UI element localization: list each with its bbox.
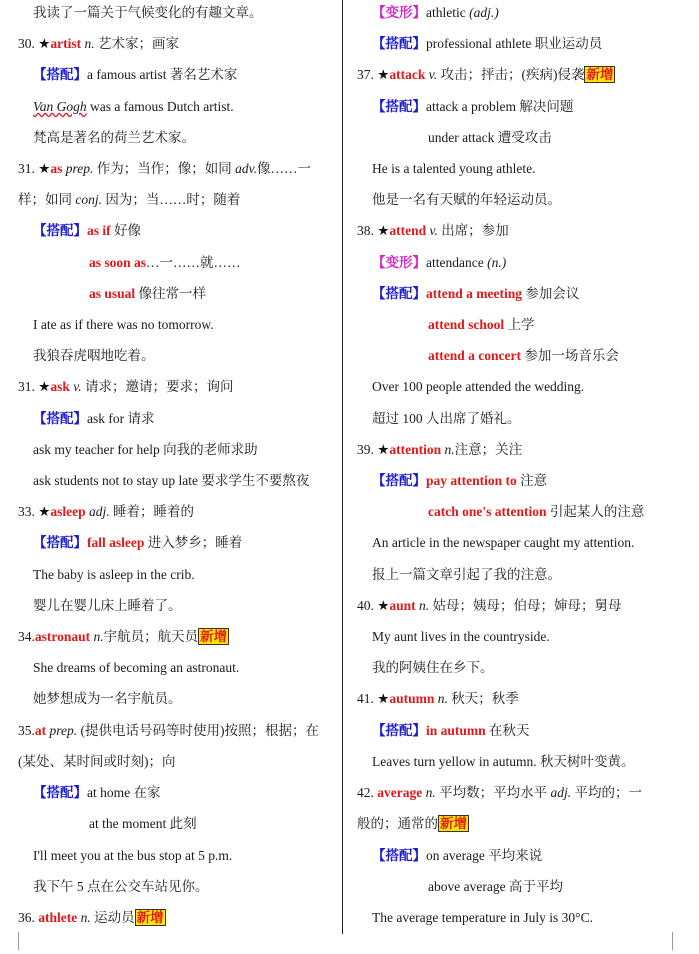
entry-42-example-en: The average temperature in July is 30°C. [372, 910, 593, 925]
entry-38-attend: 38. ★attend v. 出席；参加 [357, 223, 509, 238]
entry-33-example-en: The baby is asleep in the crib. [33, 567, 195, 582]
star-icon: ★ [38, 379, 51, 394]
entry-41-example: Leaves turn yellow in autumn. 秋天树叶变黄。 [372, 754, 635, 769]
entry-31-ask-collocation: 【搭配】ask for 请求 [33, 411, 155, 426]
entry-40-example-en: My aunt lives in the countryside. [372, 629, 550, 644]
star-icon: ★ [38, 36, 51, 51]
entry-42-average: 42. average n. 平均数；平均水平 adj. 平均的；一 [357, 785, 642, 800]
new-badge: 新增 [586, 67, 614, 82]
entry-30-example-cn: 梵高是著名的荷兰艺术家。 [33, 130, 195, 145]
entry-33-asleep: 33. ★asleep adj. 睡着；睡着的 [18, 504, 194, 519]
intro-example-cn: 我读了一篇关于气候变化的有趣文章。 [33, 5, 263, 20]
column-divider [342, 0, 343, 934]
entry-34-example-cn: 她梦想成为一名宇航员。 [33, 691, 182, 706]
headword: as [50, 161, 63, 176]
headword: at [34, 723, 47, 738]
entry-39-example-cn: 报上一篇文章引起了我的注意。 [372, 567, 561, 582]
entry-37-collocation-2: under attack 遭受攻击 [428, 130, 552, 145]
entry-34-astronaut: 34.astronaut n.宇航员；航天员 新增 [18, 629, 228, 644]
headword: aunt [389, 598, 416, 613]
entry-37-example-en: He is a talented young athlete. [372, 161, 536, 176]
entry-39-collocation-2: catch one's attention 引起某人的注意 [428, 504, 645, 519]
entry-31-ask-example-1: ask my teacher for help 向我的老师求助 [33, 442, 258, 457]
entry-31-collocation-2: as soon as…一……就…… [89, 255, 241, 270]
entry-30-example-en: Van Gogh was a famous Dutch artist. [33, 99, 234, 114]
headword: artist [50, 36, 82, 51]
entry-35-collocation-1: 【搭配】at home 在家 [33, 785, 161, 800]
entry-39-example-en: An article in the newspaper caught my attention. [372, 535, 635, 550]
entry-38-example-en: Over 100 people attended the wedding. [372, 379, 585, 394]
headword: asleep [50, 504, 86, 519]
entry-31-collocation-1: 【搭配】as if 好像 [33, 223, 141, 238]
entry-33-collocation: 【搭配】fall asleep 进入梦乡；睡着 [33, 535, 243, 550]
headword: attack [389, 67, 426, 82]
entry-31-ask: 31. ★ask v. 请求；邀请；要求；询问 [18, 379, 234, 394]
star-icon: ★ [38, 504, 51, 519]
left-column [0, 0, 342, 954]
entry-31-example-en: I ate as if there was no tomorrow. [33, 317, 214, 332]
headword: attend [389, 223, 427, 238]
entry-39-attention: 39. ★attention n.注意；关注 [357, 442, 523, 457]
entry-41-autumn: 41. ★autumn n. 秋天；秋季 [357, 691, 519, 706]
entry-31-as: 31. ★as prep. 作为；当作；像；如同 adv.像……一 [18, 161, 311, 176]
new-badge: 新增 [200, 629, 228, 644]
entry-42-collocation-1: 【搭配】on average 平均来说 [372, 848, 543, 863]
entry-31-example-cn: 我狼吞虎咽地吃着。 [33, 348, 155, 363]
new-badge: 新增 [440, 816, 467, 831]
entry-36-athlete: 36. athlete n. 运动员 新增 [18, 910, 164, 925]
entry-35-example-cn: 我下午 5 点在公交车站见你。 [33, 879, 209, 894]
entry-36-collocation: 【搭配】professional athlete 职业运动员 [372, 36, 603, 51]
entry-35-at-cont: (某处、某时间或时刻)；向 [18, 754, 176, 769]
entry-40-aunt: 40. ★aunt n. 姑母；姨母；伯母；婶母；舅母 [357, 598, 622, 613]
entry-39-collocation-1: 【搭配】pay attention to 注意 [372, 473, 548, 488]
headword: astronaut [34, 629, 91, 644]
entry-37-attack: 37. ★attack v. 攻击；抨击；(疾病)侵袭 新增 [357, 67, 614, 82]
entry-34-example-en: She dreams of becoming an astronaut. [33, 660, 240, 675]
star-icon: ★ [377, 598, 390, 613]
entry-30-artist: 30. ★artist n. 艺术家；画家 [18, 36, 179, 51]
entry-38-collocation-3: attend a concert 参加一场音乐会 [428, 348, 619, 363]
headword: ask [50, 379, 70, 394]
right-column [345, 0, 699, 954]
headword: average [377, 785, 423, 800]
entry-38-variant: 【变形】attendance (n.) [372, 255, 507, 270]
star-icon: ★ [377, 223, 390, 238]
entry-33-example-cn: 婴儿在婴儿床上睡着了。 [33, 598, 182, 613]
entry-38-collocation-1: 【搭配】attend a meeting 参加会议 [372, 286, 580, 301]
entry-38-example-cn: 超过 100 人出席了婚礼。 [372, 411, 521, 426]
star-icon: ★ [377, 67, 390, 82]
entry-31-ask-example-2: ask students not to stay up late 要求学生不要熬夜 [33, 473, 310, 488]
entry-35-at: 35.at prep. (提供电话号码等时使用)按照；根据；在 [18, 723, 319, 738]
entry-41-collocation: 【搭配】in autumn 在秋天 [372, 723, 530, 738]
entry-40-example-cn: 我的阿姨住在乡下。 [372, 660, 494, 675]
headword: attention [389, 442, 442, 457]
new-badge: 新增 [136, 910, 164, 925]
entry-30-collocation: 【搭配】a famous artist 著名艺术家 [33, 67, 238, 82]
entry-37-collocation-1: 【搭配】attack a problem 解决问题 [372, 99, 574, 114]
entry-31-collocation-3: as usual 像往常一样 [89, 286, 207, 301]
entry-37-example-cn: 他是一名有天赋的年轻运动员。 [372, 192, 561, 207]
star-icon: ★ [377, 442, 390, 457]
entry-31-as-cont: 样；如同 conj. 因为；当……时；随着 [18, 192, 241, 207]
entry-42-collocation-2: above average 高于平均 [428, 879, 563, 894]
star-icon: ★ [38, 161, 51, 176]
entry-35-collocation-2: at the moment 此刻 [89, 816, 197, 831]
star-icon: ★ [377, 691, 390, 706]
entry-36-variant: 【变形】athletic (adj.) [372, 5, 499, 20]
entry-35-example-en: I'll meet you at the bus stop at 5 p.m. [33, 848, 233, 863]
headword: autumn [389, 691, 435, 706]
headword: athlete [38, 910, 78, 925]
entry-42-average-cont: 般的；通常的 新增 [357, 816, 467, 831]
entry-38-collocation-2: attend school 上学 [428, 317, 535, 332]
